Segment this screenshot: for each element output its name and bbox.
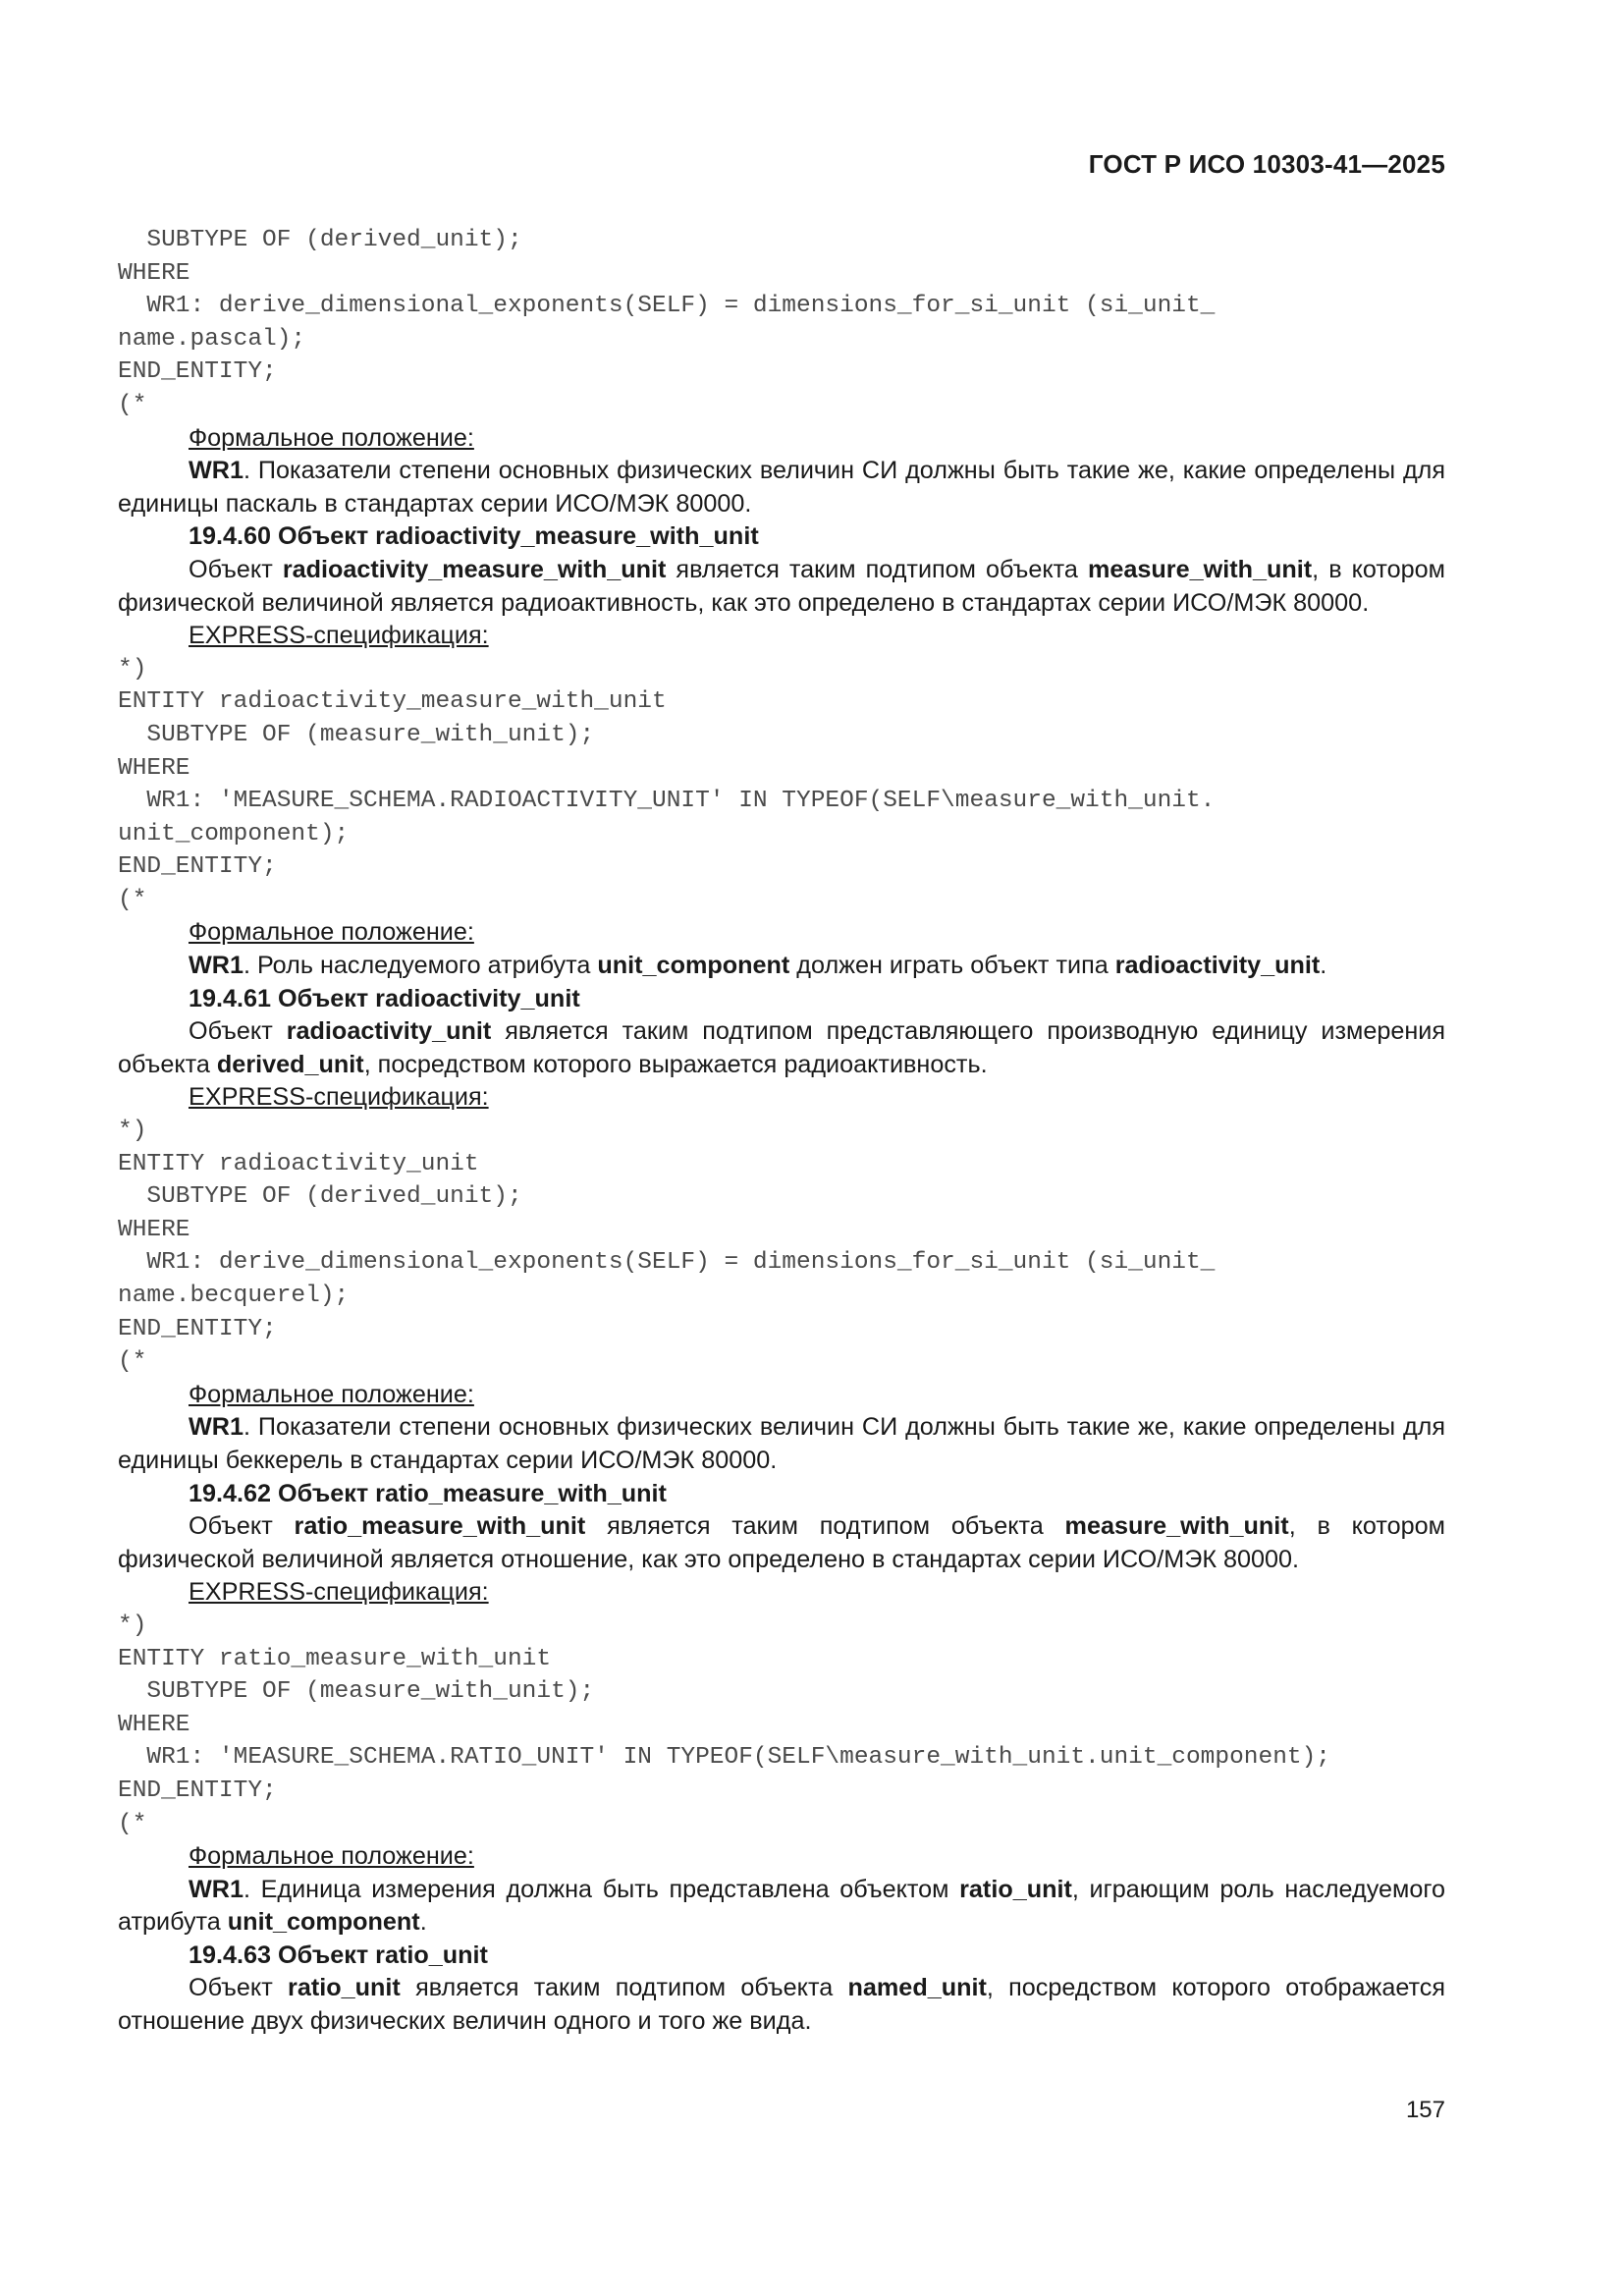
- rule-id: WR1: [189, 1413, 243, 1442]
- entity-name: radioactivity_measure_with_unit: [282, 555, 667, 583]
- text-run: . Единица измерения должна быть представлена объектом: [243, 1875, 960, 1903]
- entity-name: named_unit: [847, 1974, 987, 2002]
- section-label: [118, 620, 1445, 653]
- rule-text: . Показатели степени основных физических величин СИ должны быть такие же, какие определены для единицы паскаль в стандартах серии ИСО/МЭК 80000.: [118, 457, 1445, 518]
- express-spec-label: EXPRESS-спецификация:: [189, 1083, 489, 1112]
- text-run: Объект: [189, 1974, 289, 2002]
- section-heading: 19.4.60 Объект radioactivity_measure_with_unit: [189, 522, 759, 551]
- entity-name: ratio_unit: [959, 1875, 1072, 1903]
- section-heading: 19.4.63 Объект ratio_unit: [189, 1941, 488, 1969]
- description-paragraph: [118, 554, 1445, 620]
- code-block: *) ENTITY radioactivity_unit SUBTYPE OF (derived_unit); WHERE WR1: derive_dimensional_exponents(SELF) = dimensions_for_si_unit (si_unit_ name.becquerel); END_ENTITY; (*: [118, 1118, 1216, 1376]
- rule-paragraph: [118, 1411, 1445, 1477]
- rule-paragraph: [118, 1874, 1445, 1940]
- text-run: .: [1320, 952, 1327, 980]
- text-run: является таким подтипом объекта: [585, 1512, 1065, 1541]
- text-run: , играющим роль наследуемого атрибута: [118, 1875, 1445, 1937]
- entity-name: ratio_unit: [288, 1974, 401, 2002]
- entity-name: ratio_measure_with_unit: [294, 1512, 586, 1541]
- entity-name: unit_component: [227, 1908, 420, 1937]
- section-label: [118, 1081, 1445, 1115]
- text-run: является таким подтипом объекта: [400, 1974, 848, 2002]
- entity-name: unit_component: [597, 952, 790, 980]
- rule-text: . Показатели степени основных физических величин СИ должны быть такие же, какие определены для единицы беккерель в стандартах серии ИСО/МЭК 80000.: [118, 1413, 1445, 1474]
- section-label: [118, 1840, 1445, 1874]
- description-paragraph: [118, 1972, 1445, 2038]
- formal-statement-label: Формальное положение:: [189, 1842, 474, 1871]
- rule-id: WR1: [189, 457, 243, 485]
- text-run: Объект: [189, 1512, 295, 1541]
- text-run: является таким подтипом представляющего производную единицу измерения объекта: [118, 1017, 1445, 1078]
- code-block: SUBTYPE OF (derived_unit); WHERE WR1: derive_dimensional_exponents(SELF) = dimensions_for_si_unit (si_unit_ name.pascal); END_ENTITY; (*: [118, 227, 1216, 418]
- rule-paragraph: [118, 950, 1445, 983]
- entity-name: radioactivity_unit: [1114, 952, 1321, 980]
- text-run: .: [419, 1908, 427, 1937]
- text-run: является таким подтипом объекта: [666, 555, 1088, 583]
- rule-paragraph: [118, 455, 1445, 520]
- formal-statement-label: Формальное положение:: [189, 918, 474, 947]
- entity-name: measure_with_unit: [1088, 555, 1313, 583]
- page-content: [118, 224, 1445, 2039]
- code-block: *) ENTITY radioactivity_measure_with_unit SUBTYPE OF (measure_with_unit); WHERE WR1: 'MEASURE_SCHEMA.RADIOACTIVITY_UNIT' IN TYPEOF(SELF\measure_with_unit. unit_component); END_ENTITY; (*: [118, 655, 1216, 913]
- code-block: *) ENTITY ratio_measure_with_unit SUBTYPE OF (measure_with_unit); WHERE WR1: 'MEASURE_SCHEMA.RATIO_UNIT' IN TYPEOF(SELF\measure_with_unit.unit_component); END_ENTITY; (*: [118, 1612, 1331, 1837]
- text-run: должен играть объект типа: [789, 952, 1115, 980]
- entity-name: derived_unit: [216, 1050, 364, 1078]
- text-run: , в котором физической величиной является отношение, как это определено в стандартах серии ИСО/МЭК 80000.: [118, 1512, 1445, 1573]
- express-spec-label: EXPRESS-спецификация:: [189, 1578, 489, 1607]
- document-header: ГОСТ Р ИСО 10303-41—2025: [1088, 149, 1445, 179]
- entity-name: measure_with_unit: [1064, 1512, 1289, 1541]
- section-label: [118, 916, 1445, 950]
- section-heading: 19.4.61 Объект radioactivity_unit: [189, 984, 580, 1012]
- text-run: , посредством которого выражается радиоактивность.: [363, 1050, 988, 1078]
- description-paragraph: [118, 1510, 1445, 1576]
- description-paragraph: [118, 1015, 1445, 1081]
- formal-statement-label: Формальное положение:: [189, 1380, 474, 1408]
- formal-statement-label: Формальное положение:: [189, 423, 474, 452]
- page-number: 157: [1405, 2097, 1445, 2123]
- rule-id: WR1: [189, 1875, 243, 1903]
- entity-name: radioactivity_unit: [286, 1017, 492, 1046]
- text-run: , посредством которого отображается отношение двух физических величин одного и того же вида.: [118, 1974, 1445, 2036]
- text-run: Объект: [189, 555, 283, 583]
- section-heading: 19.4.62 Объект ratio_measure_with_unit: [189, 1479, 667, 1507]
- text-run: , в котором физической величиной является радиоактивность, как это определено в стандартах серии ИСО/МЭК 80000.: [118, 555, 1445, 617]
- text-run: Объект: [189, 1017, 287, 1046]
- text-run: . Роль наследуемого атрибута: [243, 952, 598, 980]
- section-label: [118, 1576, 1445, 1610]
- section-label: [118, 1379, 1445, 1412]
- rule-id: WR1: [189, 952, 243, 980]
- section-label: [118, 422, 1445, 456]
- express-spec-label: EXPRESS-спецификация:: [189, 622, 489, 650]
